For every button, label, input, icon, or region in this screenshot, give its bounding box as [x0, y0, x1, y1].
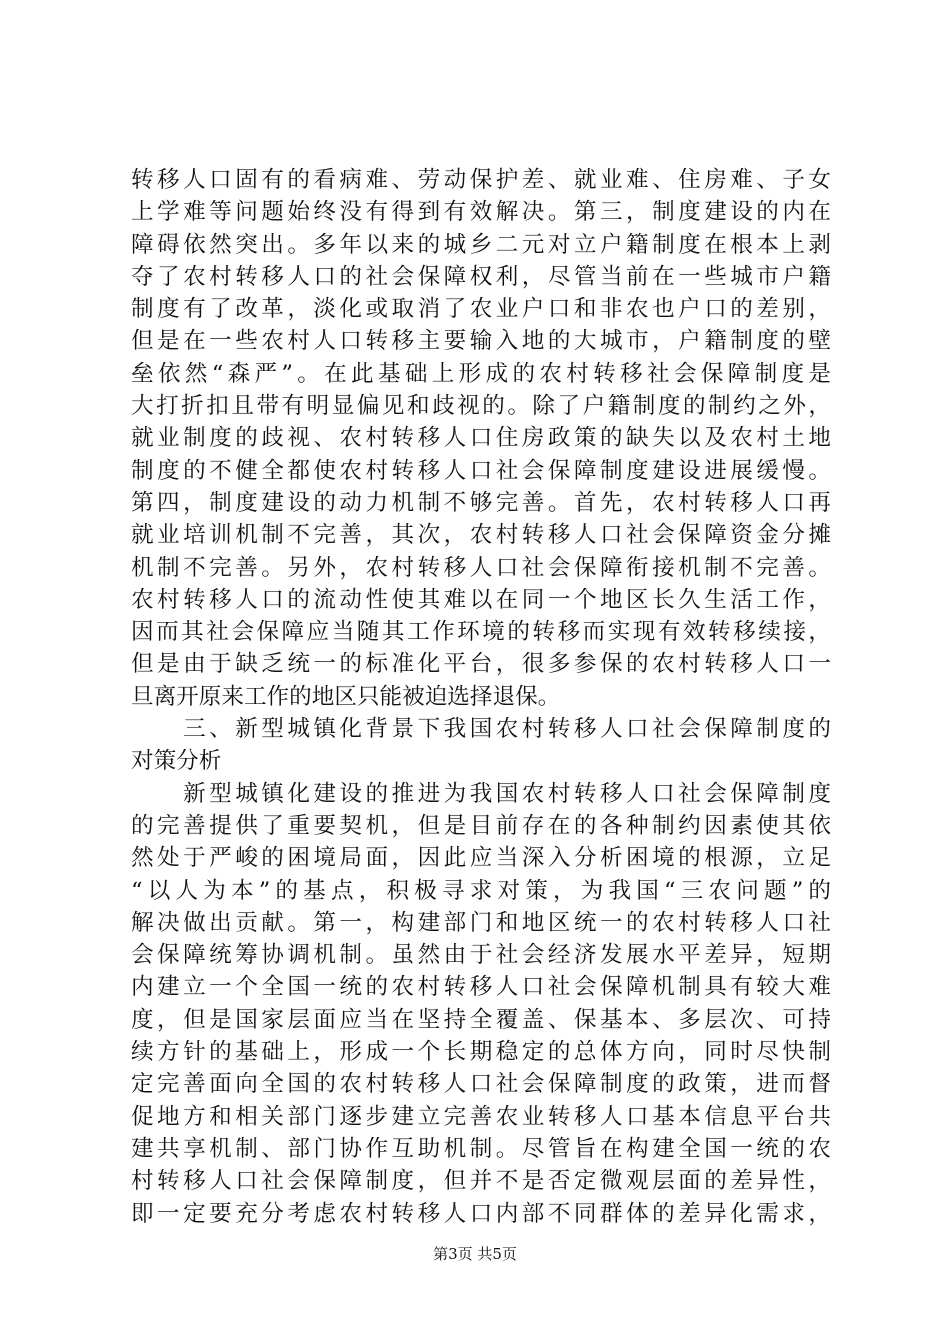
page-number-footer: 第3页 共5页: [433, 1245, 517, 1263]
text-line: 障碍依然突出。多年以来的城乡二元对立户籍制度在根本上剥: [131, 231, 831, 258]
text-line: 续方针的基础上，形成一个长期稳定的总体方向，同时尽快制: [131, 1039, 831, 1066]
text-line: 定完善面向全国的农村转移人口社会保障制度的政策，进而督: [131, 1071, 831, 1098]
text-line: 上学难等问题始终没有得到有效解决。第三，制度建设的内在: [131, 199, 831, 226]
text-line: 就业制度的歧视、农村转移人口住房政策的缺失以及农村土地: [131, 425, 831, 452]
text-line: 促地方和相关部门逐步建立完善农业转移人口基本信息平台共: [131, 1103, 831, 1130]
text-line: 度，但是国家层面应当在坚持全覆盖、保基本、多层次、可持: [131, 1006, 831, 1033]
text-line: 机制不完善。另外，农村转移人口社会保障衔接机制不完善。: [131, 554, 831, 581]
text-line: 制度的不健全都使农村转移人口社会保障制度建设进展缓慢。: [131, 457, 831, 484]
text-line: 因而其社会保障应当随其工作环境的转移而实现有效转移续接，: [131, 619, 831, 646]
text-line: 制度有了改革，淡化或取消了农业户口和非农也户口的差别，: [131, 296, 831, 323]
section-heading-line: 三、新型城镇化背景下我国农村转移人口社会保障制度的: [131, 716, 831, 743]
text-line: 但是在一些农村人口转移主要输入地的大城市，户籍制度的壁: [131, 328, 831, 355]
text-line: 的完善提供了重要契机，但是目前存在的各种制约因素使其依: [131, 812, 831, 839]
text-line: 夺了农村转移人口的社会保障权利，尽管当前在一些城市户籍: [131, 263, 831, 290]
text-line: 旦离开原来工作的地区只能被迫选择退保。: [131, 683, 561, 710]
text-line: 内建立一个全国一统的农村转移人口社会保障机制具有较大难: [131, 974, 831, 1001]
text-line: 然处于严峻的困境局面，因此应当深入分析困境的根源，立足: [131, 845, 831, 872]
text-line: 解决做出贡献。第一，构建部门和地区统一的农村转移人口社: [131, 909, 831, 936]
text-line: 农村转移人口的流动性使其难以在同一个地区长久生活工作，: [131, 586, 831, 613]
text-line: 即一定要充分考虑农村转移人口内部不同群体的差异化需求，: [131, 1200, 831, 1227]
text-line: 新型城镇化建设的推进为我国农村转移人口社会保障制度: [131, 780, 831, 807]
text-line: 建共享机制、部门协作互助机制。尽管旨在构建全国一统的农: [131, 1135, 831, 1162]
text-line: 第四，制度建设的动力机制不够完善。首先，农村转移人口再: [131, 489, 831, 516]
text-line: 会保障统筹协调机制。虽然由于社会经济发展水平差异，短期: [131, 942, 831, 969]
text-line: 垒依然“森严”。在此基础上形成的农村转移社会保障制度是: [131, 360, 831, 387]
text-line: “以人为本”的基点，积极寻求对策，为我国“三农问题”的: [131, 877, 831, 904]
text-line: 但是由于缺乏统一的标准化平台，很多参保的农村转移人口一: [131, 651, 831, 678]
section-heading-line: 对策分析: [131, 748, 222, 775]
text-line: 村转移人口社会保障制度，但并不是否定微观层面的差异性，: [131, 1168, 831, 1195]
text-line: 转移人口固有的看病难、劳动保护差、就业难、住房难、子女: [131, 167, 831, 193]
text-line: 大打折扣且带有明显偏见和歧视的。除了户籍制度的制约之外，: [131, 393, 831, 420]
text-line: 就业培训机制不完善，其次，农村转移人口社会保障资金分摊: [131, 522, 831, 549]
document-body: [131, 164, 831, 1230]
